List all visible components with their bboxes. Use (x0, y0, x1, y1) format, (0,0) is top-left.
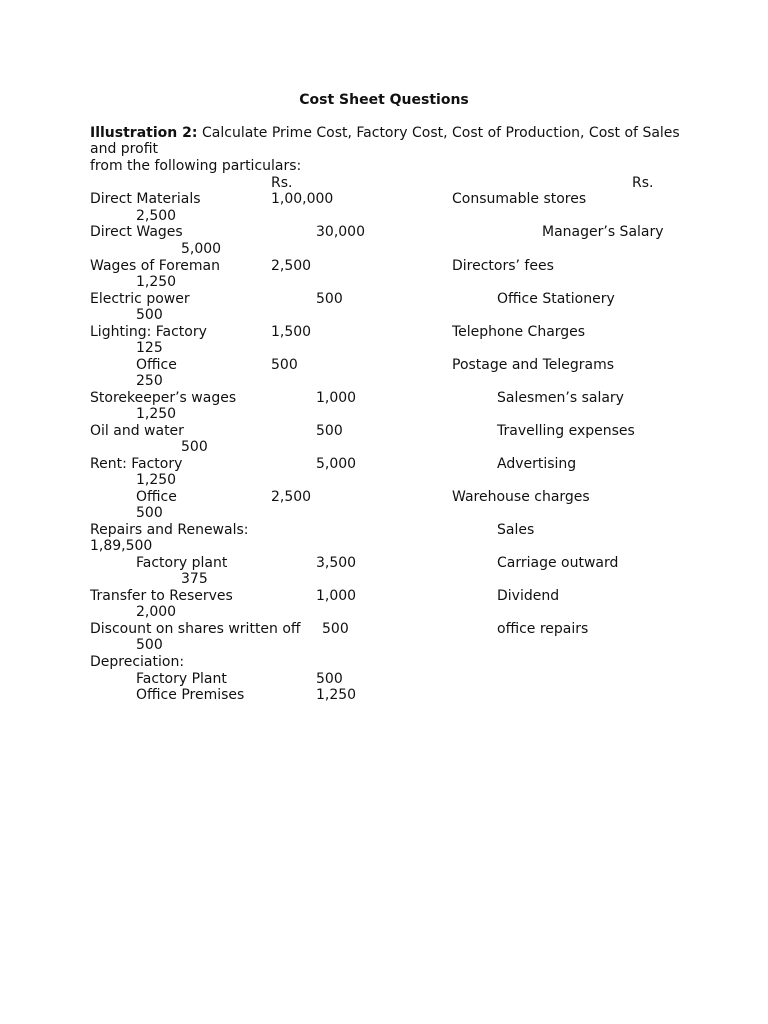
row-label: Rent: Factory (90, 456, 183, 472)
row-right-amount: 1,250 (136, 472, 177, 488)
question-line-1: Calculate Prime Cost, Factory Cost, Cost of Production, Cost of Sales (202, 125, 680, 141)
row-label: Direct Wages (90, 224, 183, 240)
row-right-amount: 1,250 (136, 274, 177, 290)
row-label: Electric power (90, 291, 190, 307)
row-right-label: office repairs (497, 621, 589, 637)
row-label: Office (136, 489, 177, 505)
row-right-amount: 2,500 (136, 208, 177, 224)
row-right-amount: 2,000 (136, 604, 177, 620)
row-amount: 2,500 (271, 489, 312, 505)
row-amount: 500 (316, 291, 343, 307)
row-amount: 1,000 (316, 390, 357, 406)
currency-header-right: Rs. (632, 175, 654, 191)
row-right-label: Directors’ fees (452, 258, 554, 274)
row-right-amount: 1,89,500 (90, 538, 153, 554)
row-amount: 1,000 (316, 588, 357, 604)
row-amount: 1,500 (271, 324, 312, 340)
row-right-amount: 250 (136, 373, 163, 389)
row-right-label: Travelling expenses (497, 423, 635, 439)
row-label: Storekeeper’s wages (90, 390, 237, 406)
row-label: Repairs and Renewals: (90, 522, 249, 538)
row-label: Discount on shares written off (90, 621, 301, 637)
row-right-amount: 500 (136, 307, 163, 323)
row-amount: 5,000 (316, 456, 357, 472)
row-right-label: Sales (497, 522, 535, 538)
row-label: Factory Plant (136, 671, 227, 687)
row-label: Factory plant (136, 555, 228, 571)
row-amount: 2,500 (271, 258, 312, 274)
row-amount: 500 (322, 621, 349, 637)
question-line-3: from the following particulars: (90, 158, 302, 174)
row-right-label: Manager’s Salary (542, 224, 664, 240)
currency-header-left: Rs. (271, 175, 293, 191)
row-label: Transfer to Reserves (90, 588, 233, 604)
row-right-amount: 500 (181, 439, 208, 455)
row-amount: 500 (316, 423, 343, 439)
row-right-label: Carriage outward (497, 555, 619, 571)
row-right-amount: 1,250 (136, 406, 177, 422)
row-right-label: Advertising (497, 456, 577, 472)
row-label: Depreciation: (90, 654, 185, 670)
row-right-amount: 5,000 (181, 241, 222, 257)
illustration-label: Illustration 2: (90, 125, 198, 141)
question-line-2: and profit (90, 141, 158, 157)
row-amount: 500 (271, 357, 298, 373)
row-right-amount: 500 (136, 637, 163, 653)
row-right-amount: 500 (136, 505, 163, 521)
row-right-label: Telephone Charges (452, 324, 586, 340)
row-right-label: Consumable stores (452, 191, 587, 207)
row-label: Office (136, 357, 177, 373)
row-amount: 1,250 (316, 687, 357, 703)
row-right-label: Postage and Telegrams (452, 357, 615, 373)
row-amount: 500 (316, 671, 343, 687)
row-label: Lighting: Factory (90, 324, 207, 340)
row-label: Wages of Foreman (90, 258, 220, 274)
row-amount: 30,000 (316, 224, 365, 240)
page-title: Cost Sheet Questions (299, 92, 469, 108)
row-right-label: Salesmen’s salary (497, 390, 624, 406)
row-right-label: Office Stationery (497, 291, 615, 307)
row-right-label: Warehouse charges (452, 489, 590, 505)
row-label: Direct Materials (90, 191, 201, 207)
row-label: Office Premises (136, 687, 245, 703)
row-amount: 3,500 (316, 555, 357, 571)
row-right-amount: 375 (181, 571, 208, 587)
row-amount: 1,00,000 (271, 191, 334, 207)
row-right-label: Dividend (497, 588, 560, 604)
row-right-amount: 125 (136, 340, 163, 356)
row-label: Oil and water (90, 423, 184, 439)
